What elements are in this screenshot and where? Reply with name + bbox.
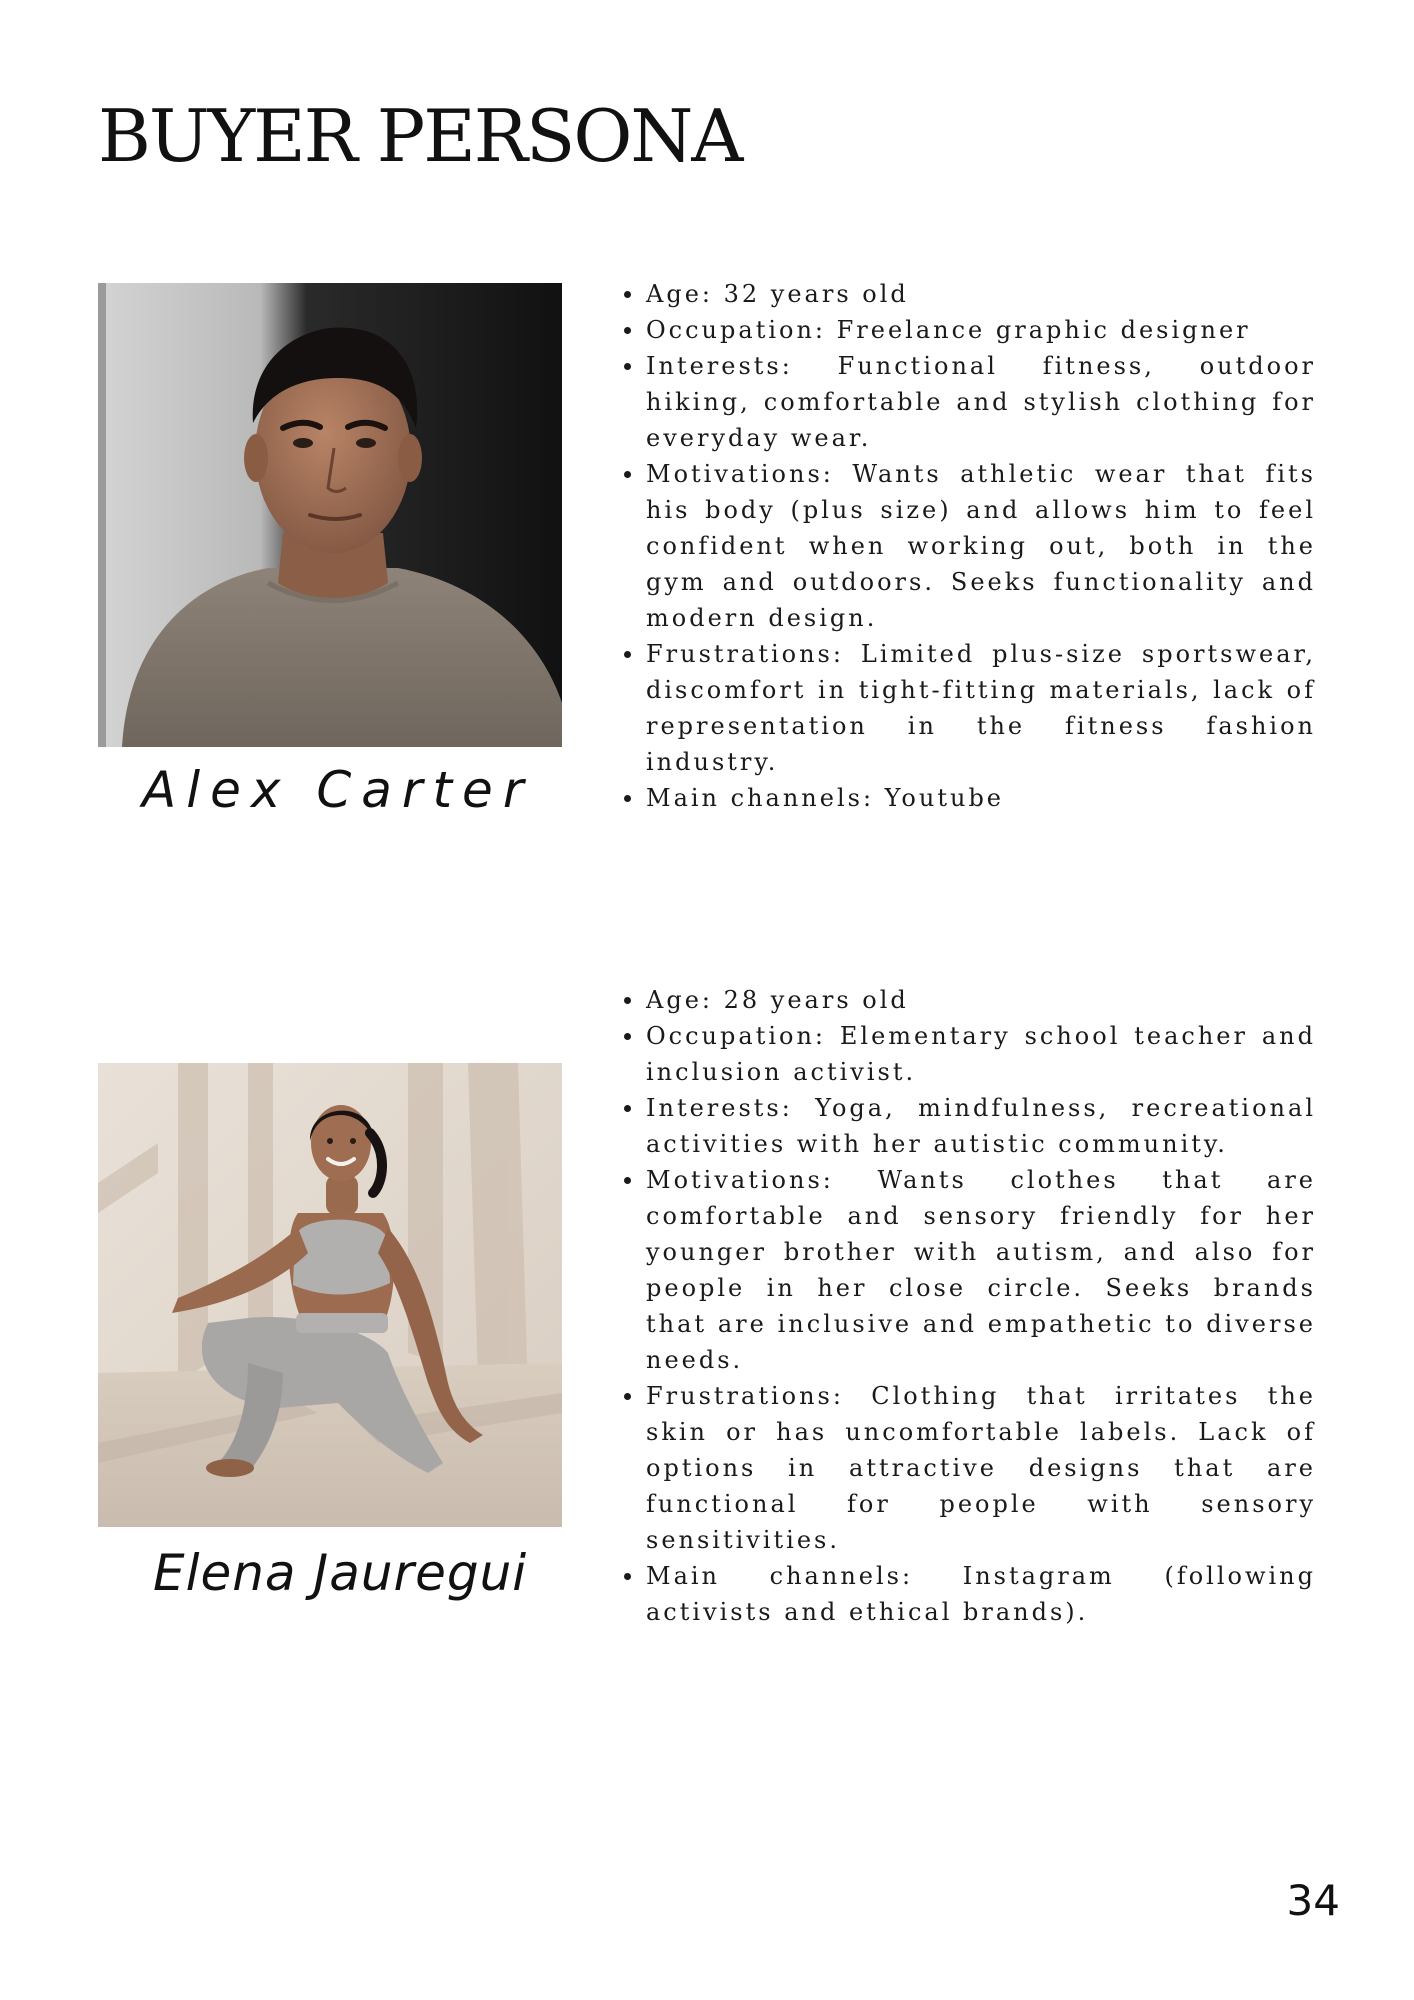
signature-image xyxy=(98,1530,562,1620)
signature-image xyxy=(98,745,562,835)
persona-1-signature xyxy=(98,745,562,835)
persona-1-motivations: Motivations: Wants athletic wear that fits his body (plus size) and allows him to feel confident when working out, both in the gym and outdoors. Seeks functionality and modern design. xyxy=(646,456,1316,636)
persona-1-channels: Main channels: Youtube xyxy=(646,780,1316,816)
persona-1-details xyxy=(614,276,1316,816)
persona-1-signature-text: Alex Carter xyxy=(142,761,534,819)
persona-2-photo xyxy=(98,1063,562,1527)
persona-2-age: Age: 28 years old xyxy=(646,982,1316,1018)
persona-2-frustrations: Frustrations: Clothing that irritates the skin or has uncomfortable labels. Lack of options in attractive designs that are functional for people with sensory sensitivities. xyxy=(646,1378,1316,1558)
persona-2-occupation: Occupation: Elementary school teacher and inclusion activist. xyxy=(646,1018,1316,1090)
persona-2-signature xyxy=(98,1530,562,1620)
persona-1-interests: Interests: Functional fitness, outdoor hiking, comfortable and stylish clothing for everyday wear. xyxy=(646,348,1316,456)
persona-1-photo xyxy=(98,283,562,747)
man-portrait-photo-icon xyxy=(98,283,562,747)
persona-1-frustrations: Frustrations: Limited plus-size sportswear, discomfort in tight-fitting materials, lack of representation in the fitness fashion industry. xyxy=(646,636,1316,780)
persona-1-occupation: Occupation: Freelance graphic designer xyxy=(646,312,1316,348)
page-number: 34 xyxy=(1286,1876,1340,1925)
persona-1-age: Age: 32 years old xyxy=(646,276,1316,312)
page-title: BUYER PERSONA xyxy=(98,94,742,178)
persona-2-interests: Interests: Yoga, mindfulness, recreational activities with her autistic community. xyxy=(646,1090,1316,1162)
persona-2-motivations: Motivations: Wants clothes that are comfortable and sensory friendly for her younger brother with autism, and also for people in her close circle. Seeks brands that are inclusive and empathetic to diverse needs. xyxy=(646,1162,1316,1378)
persona-2-signature-text: Elena Jauregui xyxy=(153,1544,528,1602)
persona-2-channels: Main channels: Instagram (following activists and ethical brands). xyxy=(646,1558,1316,1630)
woman-yoga-photo-icon xyxy=(98,1063,562,1527)
persona-2-details xyxy=(614,982,1316,1630)
